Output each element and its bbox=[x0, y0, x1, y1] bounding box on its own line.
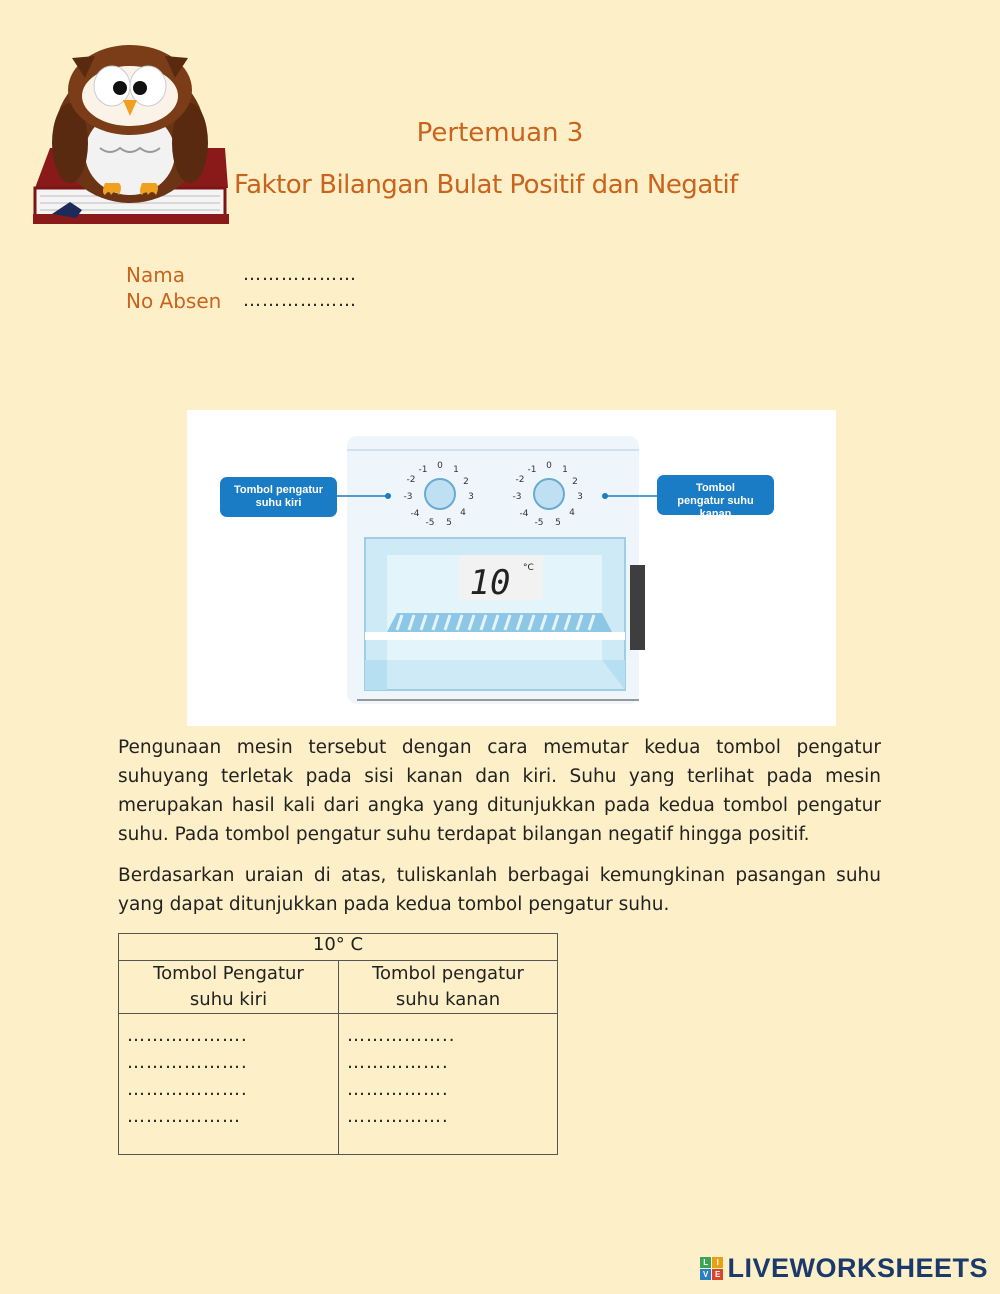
brand-name: LIVEWORKSHEETS bbox=[727, 1253, 988, 1283]
dial-left-2: 2 bbox=[463, 477, 469, 487]
paragraph-2: Berdasarkan uraian di atas, tuliskanlah berbagai kemungkinan pasangan suhu yang dapat ditunjukkan pada kedua tombol pengatur suhu. bbox=[118, 865, 881, 915]
answer-right-2[interactable]: ……………. bbox=[347, 1052, 449, 1073]
machine-figure bbox=[187, 410, 836, 726]
dial-left-1: 1 bbox=[453, 465, 459, 475]
dial-right-3: 3 bbox=[577, 492, 583, 502]
answer-right-1[interactable]: …………….. bbox=[347, 1025, 456, 1046]
display-unit: °C bbox=[523, 563, 534, 573]
col-right-answers[interactable] bbox=[339, 1014, 558, 1155]
dial-left-m2: -2 bbox=[406, 475, 416, 485]
answer-left-1[interactable]: ………………. bbox=[127, 1025, 248, 1046]
dial-right-5: 5 bbox=[555, 518, 561, 528]
name-label: Nama bbox=[126, 263, 185, 287]
dial-right-4: 4 bbox=[569, 508, 575, 518]
dial-left-m4: -4 bbox=[410, 509, 420, 519]
dial-left-m3: -3 bbox=[403, 492, 413, 502]
col-left-answers[interactable] bbox=[119, 1014, 339, 1155]
col-left-header: Tombol Pengatur suhu kiri bbox=[119, 961, 339, 1014]
absen-value[interactable]: ……………… bbox=[243, 290, 357, 311]
dial-left-3: 3 bbox=[468, 492, 474, 502]
answer-left-3[interactable]: ………………. bbox=[127, 1079, 248, 1100]
answer-left-2[interactable]: ………………. bbox=[127, 1052, 248, 1073]
liveworksheets-brand[interactable] bbox=[700, 1253, 988, 1284]
answer-left-4[interactable]: ……………… bbox=[127, 1106, 241, 1127]
answer-right-3[interactable]: ……………. bbox=[347, 1079, 449, 1100]
machine-svg bbox=[187, 410, 836, 726]
label-left: Tombol pengatur suhu kiri bbox=[233, 484, 323, 509]
table-header: 10° C bbox=[119, 934, 558, 961]
title-line-2: Faktor Bilangan Bulat Positif dan Negatif bbox=[234, 170, 738, 200]
label-right: Tombol pengatur suhu kanan bbox=[677, 482, 754, 520]
title-line-1: Pertemuan 3 bbox=[416, 118, 584, 148]
dial-right-1: 1 bbox=[562, 465, 568, 475]
dial-right-m2: -2 bbox=[515, 475, 525, 485]
dial-right-0: 0 bbox=[546, 461, 552, 471]
dial-left-0: 0 bbox=[437, 461, 443, 471]
answer-right-4[interactable]: ……………. bbox=[347, 1106, 449, 1127]
dial-left-5: 5 bbox=[446, 518, 452, 528]
dial-right-2: 2 bbox=[572, 477, 578, 487]
dial-right-m4: -4 bbox=[519, 509, 529, 519]
answer-table bbox=[118, 933, 558, 1155]
absen-label: No Absen bbox=[126, 289, 222, 313]
liveworksheets-logo-icon: L I V E bbox=[700, 1257, 723, 1280]
dial-right-m3: -3 bbox=[512, 492, 522, 502]
col-right-header: Tombol pengatur suhu kanan bbox=[339, 961, 558, 1014]
paragraph-1: Pengunaan mesin tersebut dengan cara memutar kedua tombol pengatur suhuyang terletak pada sisi kanan dan kiri. Suhu yang terlihat pada mesin merupakan hasil kali dari angka yang ditunjukkan pada kedua tombol pengatur suhu. Pada tombol pengatur suhu terdapat bilangan negatif hingga positif. bbox=[118, 737, 881, 845]
display-value: 10 bbox=[469, 563, 511, 603]
dial-right-m5: -5 bbox=[534, 518, 544, 528]
dial-left-m5: -5 bbox=[425, 518, 435, 528]
dial-left-m1: -1 bbox=[418, 465, 428, 475]
dial-left-4: 4 bbox=[460, 508, 466, 518]
name-value[interactable]: ……………… bbox=[243, 264, 357, 285]
dial-right-m1: -1 bbox=[527, 465, 537, 475]
